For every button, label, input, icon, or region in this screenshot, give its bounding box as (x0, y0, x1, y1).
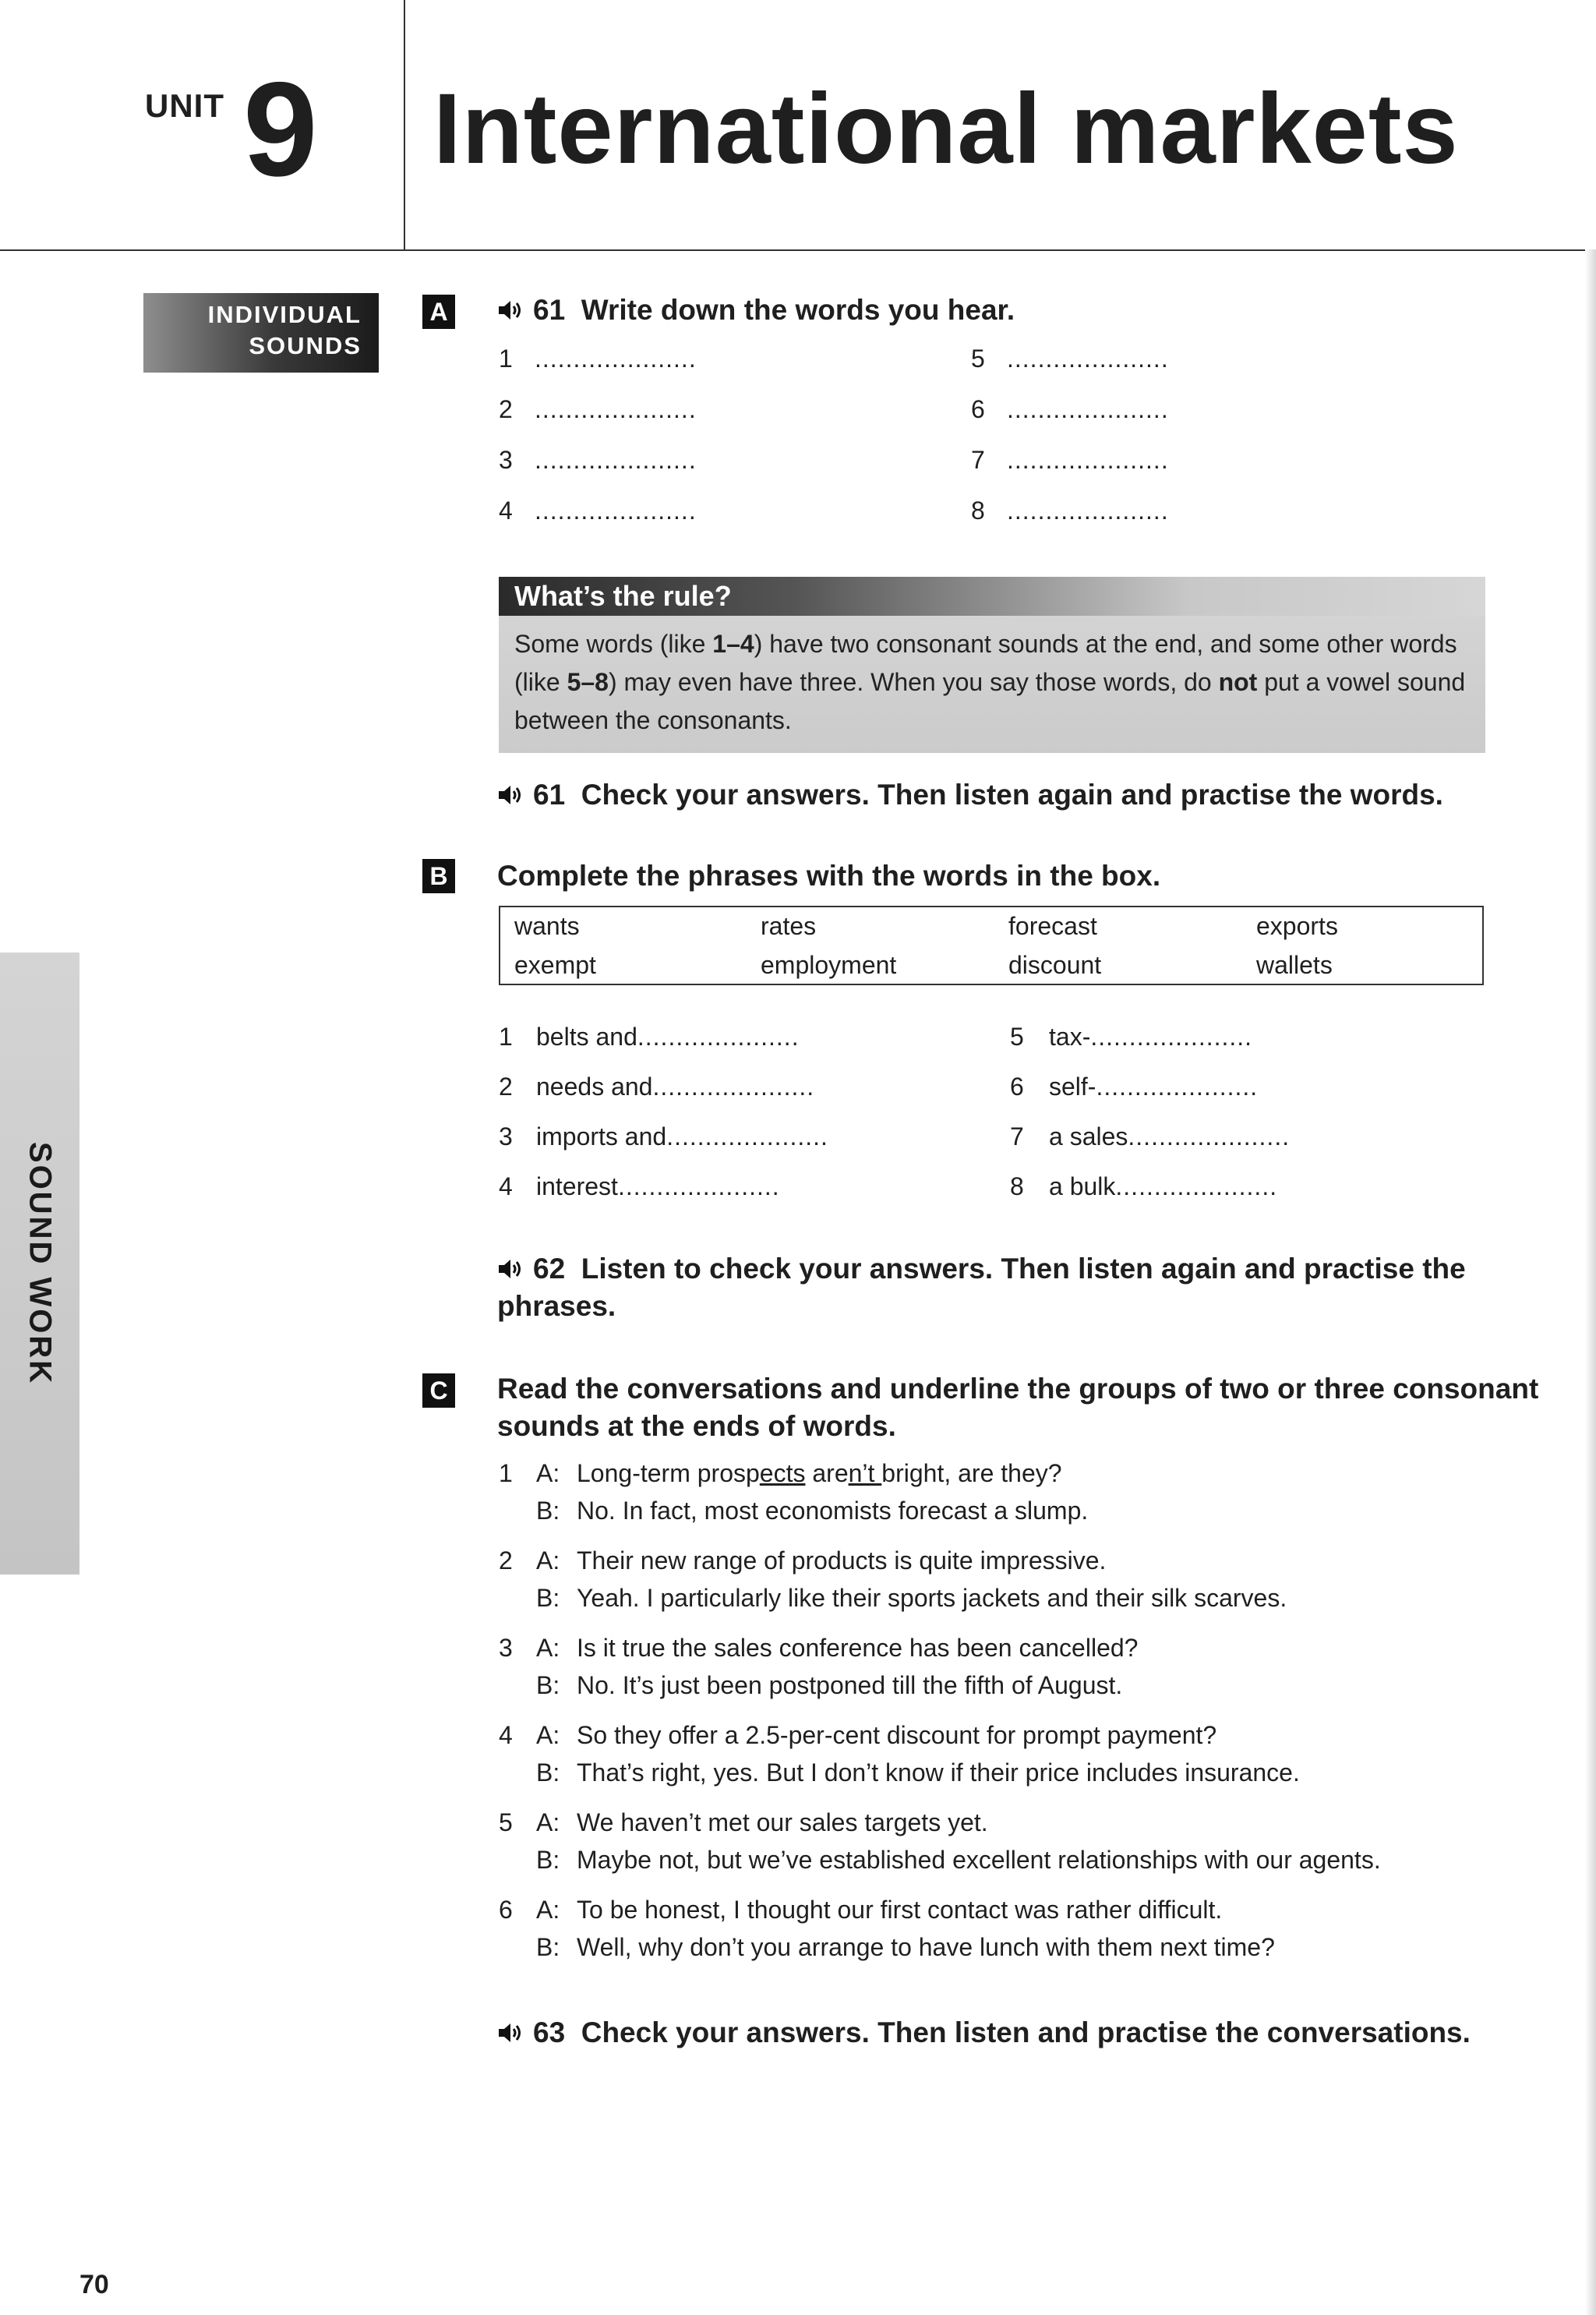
phrase-item: 4 (499, 1172, 513, 1200)
section-a-check-text: Check your answers. Then listen again and practise the words. (581, 779, 1443, 811)
answer-blank[interactable]: ..................... (1007, 345, 1169, 373)
list-item: 1 (499, 345, 513, 373)
conversation-line-a[interactable]: We haven’t met our sales targets yet. (577, 1808, 988, 1836)
answer-blank[interactable]: ..................... (1128, 1122, 1291, 1150)
phrase-text: needs and..................... (536, 1073, 815, 1101)
conversation-line-a-example: Long-term prospects aren’t bright, are they? (577, 1459, 1062, 1487)
conversation-number: 5 (499, 1808, 513, 1836)
answer-blank[interactable]: ..................... (1007, 497, 1169, 525)
speaker-b: B: (536, 1758, 560, 1787)
rule-text: Some words (like 1–4) have two consonant sounds at the end, and some other words (like 5–8) may even have three. When you say those words, do not put a vowel sound between the consonants. (514, 630, 1466, 734)
header-rule (0, 249, 1596, 251)
box-word: discount (1008, 951, 1102, 979)
answer-blank[interactable]: ..................... (617, 1172, 780, 1200)
section-a-letter: A (422, 295, 455, 329)
section-c-check-text: Check your answers. Then listen and practise the conversations. (581, 2016, 1471, 2048)
section-a-check (497, 776, 1443, 814)
speaker-b: B: (536, 1933, 560, 1961)
section-a-check-track: 61 (533, 779, 566, 811)
answer-blank[interactable]: ..................... (652, 1073, 815, 1101)
list-item: 8 (971, 497, 985, 525)
section-c-check (497, 2014, 1471, 2052)
section-a-instruction-text: Write down the words you hear. (581, 294, 1015, 326)
box-word: wallets (1256, 951, 1333, 979)
phrase-text: a sales..................... (1049, 1122, 1291, 1150)
speaker-a: A: (536, 1546, 560, 1575)
speaker-b: B: (536, 1846, 560, 1874)
answer-blank[interactable]: ..................... (637, 1023, 800, 1051)
section-b-instruction: Complete the phrases with the words in the box. (497, 860, 1161, 892)
answer-blank[interactable]: ..................... (535, 345, 697, 373)
speaker-b: B: (536, 1497, 560, 1525)
page-number: 70 (79, 2270, 109, 2299)
list-item: 7 (971, 446, 985, 474)
audio-speaker-icon (497, 2020, 525, 2045)
conversation-number: 1 (499, 1459, 513, 1487)
conversation-line-a[interactable]: Is it true the sales conference has been cancelled? (577, 1634, 1139, 1662)
conversation-line-b[interactable]: No. It’s just been postponed till the fifth of August. (577, 1671, 1123, 1699)
page-edge-shadow (1585, 249, 1596, 2315)
box-word: exempt (514, 951, 596, 979)
answer-blank[interactable]: ..................... (535, 395, 697, 423)
individual-sounds-line2: SOUNDS (249, 332, 362, 359)
phrase-text: belts and..................... (536, 1023, 800, 1051)
list-item: 4 (499, 497, 513, 525)
phrase-item: 5 (1010, 1023, 1024, 1051)
phrase-item: 8 (1010, 1172, 1024, 1200)
rule-title: What’s the rule? (514, 580, 732, 612)
individual-sounds-line1: INDIVIDUAL (207, 301, 362, 328)
conversation-number: 3 (499, 1634, 513, 1662)
conversation-line-b[interactable]: Yeah. I particularly like their sports jackets and their silk scarves. (577, 1584, 1287, 1612)
list-item: 6 (971, 395, 985, 423)
phrase-text: self-..................... (1049, 1073, 1259, 1101)
conversation-number: 4 (499, 1721, 513, 1749)
speaker-a: A: (536, 1634, 560, 1662)
phrase-text: imports and..................... (536, 1122, 828, 1150)
phrase-item: 2 (499, 1073, 513, 1101)
section-a-instruction (497, 292, 1015, 329)
phrase-item: 6 (1010, 1073, 1024, 1101)
phrase-item: 3 (499, 1122, 513, 1150)
audio-speaker-icon (497, 298, 525, 323)
answer-blank[interactable]: ..................... (1090, 1023, 1253, 1051)
answer-blank[interactable]: ..................... (1007, 395, 1169, 423)
box-word: employment (761, 951, 897, 979)
conversation-line-b[interactable]: That’s right, yes. But I don’t know if their price includes insurance. (577, 1758, 1300, 1787)
speaker-b: B: (536, 1584, 560, 1612)
section-b-check-line1: Listen to check your answers. Then listen again and practise the (581, 1253, 1466, 1285)
section-b-check-track: 62 (533, 1253, 566, 1285)
speaker-a: A: (536, 1459, 560, 1487)
section-c-instruction: Read the conversations and underline the groups of two or three consonant sounds at the ends of words. (497, 1373, 1539, 1442)
list-item: 5 (971, 345, 985, 373)
phrase-text: interest..................... (536, 1172, 780, 1200)
section-b-check-line2: phrases. (497, 1290, 616, 1322)
speaker-a: A: (536, 1808, 560, 1836)
box-word: wants (514, 912, 580, 940)
conversation-line-a[interactable]: To be honest, I thought our first contact was rather difficult. (577, 1896, 1223, 1924)
section-c-check-track: 63 (533, 2016, 566, 2048)
rule-box (499, 577, 1485, 753)
phrase-text: tax-..................... (1049, 1023, 1253, 1051)
individual-sounds-tab (143, 293, 379, 373)
box-word: forecast (1008, 912, 1097, 940)
phrase-item: 1 (499, 1023, 513, 1051)
box-word: rates (761, 912, 817, 940)
section-b-check (497, 1250, 1510, 1325)
speaker-a: A: (536, 1896, 560, 1924)
speaker-a: A: (536, 1721, 560, 1749)
list-item: 3 (499, 446, 513, 474)
header-divider (404, 0, 405, 251)
conversation-line-b[interactable]: Well, why don’t you arrange to have lunch with them next time? (577, 1933, 1275, 1961)
audio-speaker-icon (497, 783, 525, 808)
answer-blank[interactable]: ..................... (535, 497, 697, 525)
sound-work-tab (0, 953, 79, 1575)
conversation-number: 6 (499, 1896, 513, 1924)
phrase-text: a bulk..................... (1049, 1172, 1278, 1200)
answer-blank[interactable]: ..................... (1096, 1073, 1259, 1101)
unit-number: 9 (243, 55, 318, 204)
phrase-item: 7 (1010, 1122, 1024, 1150)
section-c-letter: C (422, 1373, 455, 1408)
list-item: 2 (499, 395, 513, 423)
conversation-line-a[interactable]: Their new range of products is quite impressive. (577, 1546, 1107, 1575)
box-word: exports (1256, 912, 1338, 940)
underlined-consonants: ects (759, 1459, 806, 1487)
audio-speaker-icon (497, 1256, 525, 1281)
word-box (499, 906, 1484, 985)
conversation-line-b: No. In fact, most economists forecast a slump. (577, 1497, 1089, 1525)
rule-header (499, 577, 1485, 616)
conversation-line-b[interactable]: Maybe not, but we’ve established excellent relationships with our agents. (577, 1846, 1381, 1874)
section-b-letter: B (422, 859, 455, 893)
conversation-number: 2 (499, 1546, 513, 1575)
answer-blank[interactable]: ..................... (1007, 446, 1169, 474)
answer-blank[interactable]: ..................... (1115, 1172, 1278, 1200)
section-a-track: 61 (533, 294, 566, 326)
conversation-line-a[interactable]: So they offer a 2.5-per-cent discount for prompt payment? (577, 1721, 1217, 1749)
page-title: International markets (433, 73, 1459, 185)
underlined-consonants: n’t (848, 1459, 882, 1487)
answer-blank[interactable]: ..................... (666, 1122, 828, 1150)
unit-label: UNIT (145, 87, 224, 124)
sound-work-label: SOUND WORK (23, 1141, 58, 1386)
speaker-b: B: (536, 1671, 560, 1699)
answer-blank[interactable]: ..................... (535, 446, 697, 474)
